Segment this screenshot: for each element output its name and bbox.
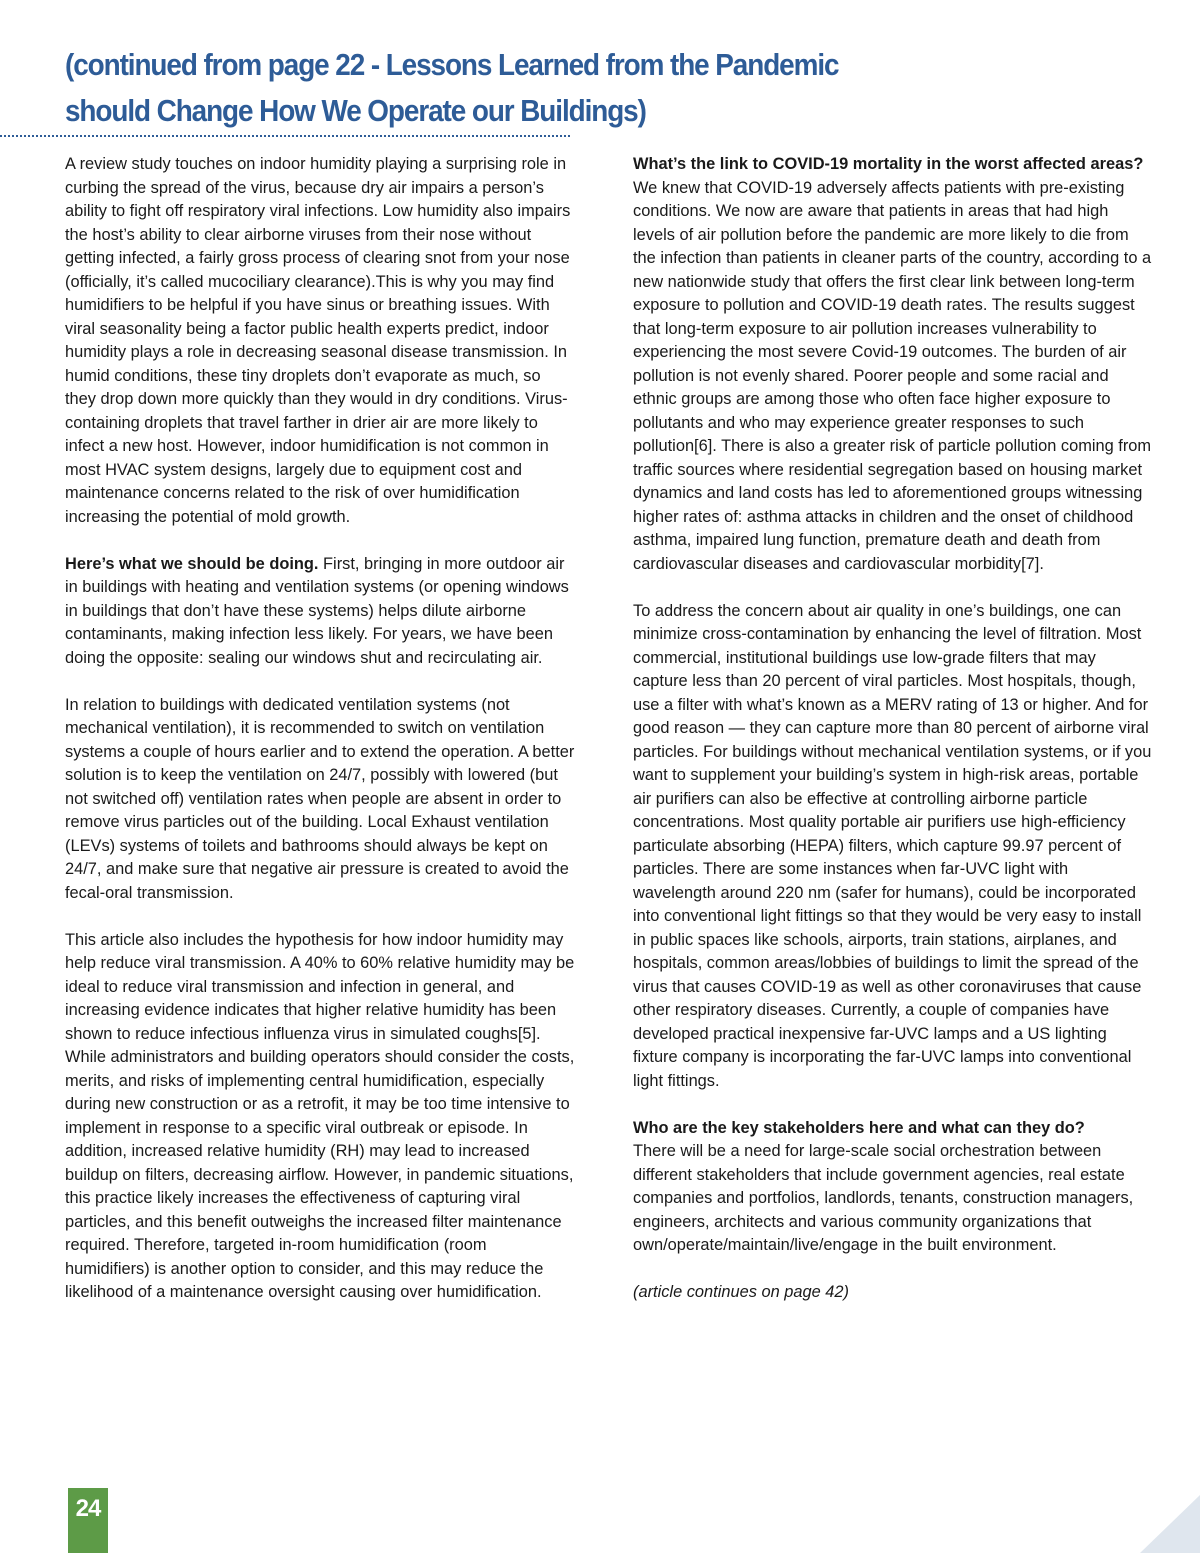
mortality-section: [633, 153, 1153, 576]
mortality-text: We knew that COVID-19 adversely affects patients with pre-existing conditions. We now are aware that patients in areas that had high levels of air pollution before the pandemic are more likely to die from the infection than patients in cleaner parts of the country, according to a new nationwide study that offers the first clear link between long-term exposure to pollution and COVID-19 death rates. The results suggest that long-term exposure to air pollution increases vulnerability to experiencing the most severe Covid-19 outcomes. The burden of air pollution is not evenly shared. Poorer people and some racial and ethnic groups are among those who often face higher exposure to pollutants and who may experience greater responses to such pollution[6]. There is also a greater risk of particle pollution coming from traffic sources where residential segregation based on housing market dynamics and land costs has led to aforementioned groups witnessing higher rates of: asthma attacks in children and the onset of childhood asthma, impaired lung function, premature death and death from cardiovascular diseases and cardiovascular morbidity[7].: [633, 178, 1152, 573]
ventilation-paragraph: In relation to buildings with dedicated ventilation systems (not mechanical ventilation), it is recommended to switch on ventilation systems a couple of hours earlier and to extend the operation. A better solution is to keep the ventilation on 24/7, possibly with lowered (but not switched off) ventilation rates when people are absent in order to remove virus particles out of the building. Local Exhaust ventilation (LEVs) systems of toilets and bathrooms should always be kept on 24/7, and make sure that negative air pressure is created to avoid the fecal-oral transmission.: [65, 695, 575, 902]
what-to-do-lead: Here’s what we should be doing.: [65, 554, 319, 573]
stakeholders-section: [633, 1117, 1153, 1258]
corner-decoration: [1140, 1495, 1200, 1553]
right-column: [633, 153, 1153, 1305]
filtration-paragraph: To address the concern about air quality in one’s buildings, one can minimize cross-contamination by enhancing the level of filtration. Most commercial, institutional buildings use low-grade filters that may capture less than 20 percent of viral particles. Most hospitals, though, use a filter with what’s known as a MERV rating of 13 or higher. And for good reason — they can capture more than 80 percent of airborne viral particles. For buildings without mechanical ventilation systems, or if you want to supplement your building’s system in high-risk areas, portable air purifiers can also be effective at controlling airborne particle concentrations. Most quality portable air purifiers use high-efficiency particulate absorbing (HEPA) filters, which capture 99.97 percent of particles. There are some instances when far-UVC light with wavelength around 220 nm (safer for humans), could be incorporated into conventional light fittings so that they would be very easy to install in public spaces like schools, airports, train stations, airplanes, and hospitals, common areas/lobbies of buildings to limit the spread of the virus that causes COVID-19 as well as other coronaviruses that cause other respiratory diseases. Currently, a couple of companies have developed practical inexpensive far-UVC lamps and a US lighting fixture company is incorporating the far-UVC lamps into conventional light fittings.: [633, 601, 1152, 1090]
stakeholders-text: There will be a need for large-scale social orchestration between different stakeholders that include government agencies, real estate companies and portfolios, landlords, tenants, construction managers, engineers, architects and various community organizations that own/operate/maintain/live/engage in the built environment.: [633, 1142, 1134, 1254]
page-number: 24: [68, 1488, 108, 1553]
what-to-do-text: First, bringing in more outdoor air in buildings with heating and ventilation systems (or opening windows in buildings that don’t have these systems) helps dilute airborne contaminants, making infection less likely. For years, we have been doing the opposite: sealing our windows shut and recirculating air.: [65, 554, 569, 667]
humidity-review-paragraph: A review study touches on indoor humidity playing a surprising role in curbing the spread of the virus, because dry air impairs a person’s ability to fight off respiratory viral infections. Low humidity also impairs the host’s ability to clear airborne viruses from their nose without getting infected, a fairly gross process of clearing snot from your nose (officially, it’s called mucociliary clearance).This is why you may find humidifiers to be helpful if you have sinus or breathing issues. With viral seasonality being a factor public health experts predict, indoor humidity plays a role in decreasing seasonal disease transmission. In humid conditions, these tiny droplets don’t evaporate as much, so they drop down more quickly than they would in dry conditions. Virus-containing droplets that travel farther in drier air are more likely to infect a new host. However, indoor humidification is not common in most HVAC system designs, largely due to equipment cost and maintenance concerns related to the risk of over humidification increasing the potential of mold growth.: [65, 155, 571, 526]
title-dotted-divider: [0, 135, 570, 137]
stakeholders-heading: Who are the key stakeholders here and what can they do?: [633, 1118, 1085, 1137]
what-to-do-paragraph: [65, 553, 575, 671]
humidity-hypothesis-paragraph: This article also includes the hypothesis for how indoor humidity may help reduce viral transmission. A 40% to 60% relative humidity may be ideal to reduce viral transmission and infection in general, and increasing evidence indicates that higher relative humidity has been shown to reduce infectious influenza virus in simulated coughs[5]. While administrators and building operators should consider the costs, merits, and risks of implementing central humidification, especially during new construction or as a retrofit, it may be too time intensive to implement in response to a specific viral outbreak or episode. In addition, increased relative humidity (RH) may lead to increased buildup on filters, decreasing airflow. However, in pandemic situations, this practice likely increases the effectiveness of capturing viral particles, and this benefit outweighs the increased filter maintenance required. Therefore, targeted in-room humidification (room humidifiers) is another option to consider, and this may reduce the likelihood of a maintenance oversight causing over humidification.: [65, 930, 575, 1301]
page-title: (continued from page 22 - Lessons Learned from the Pandemic should Change How We Operate our Buildings): [65, 47, 839, 128]
mortality-heading: What’s the link to COVID-19 mortality in the worst affected areas?: [633, 155, 1144, 173]
article-continues-note: (article continues on page 42): [633, 1283, 849, 1301]
left-column: [65, 153, 575, 1305]
